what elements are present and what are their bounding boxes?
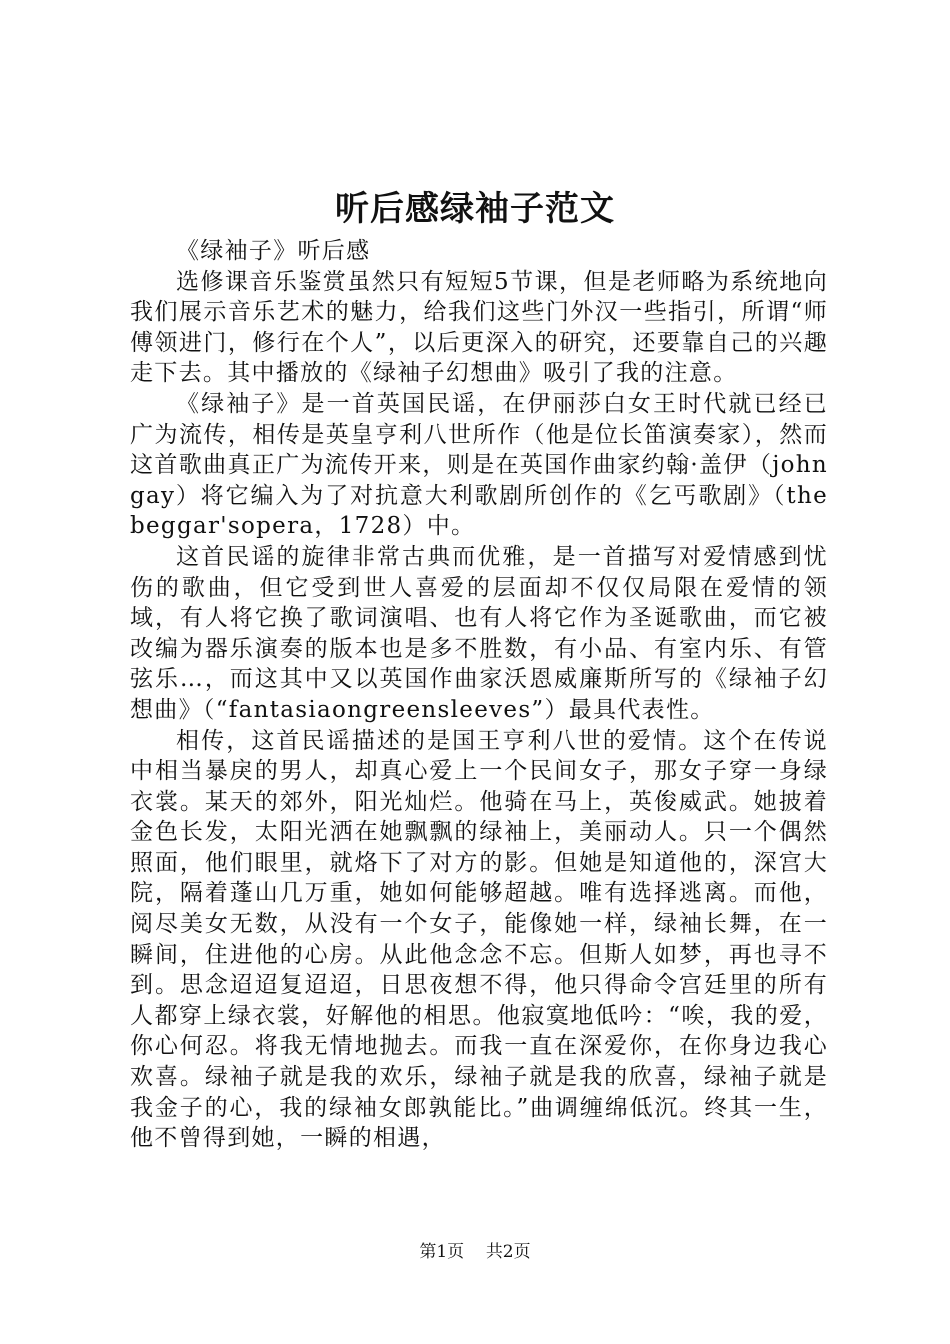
paragraph: 选修课音乐鉴赏虽然只有短短5节课，但是老师略为系统地向我们展示音乐艺术的魅力，给我们这些门外汉一些指引，所谓“师傅领进门，修行在个人”，以后更深入的研究，还要靠自己的兴趣走下去。其中播放的《绿袖子幻想曲》吸引了我的注意。 bbox=[130, 268, 828, 387]
document-body bbox=[130, 236, 828, 1154]
footer-spacer bbox=[470, 1242, 481, 1262]
paragraph-heading: 《绿袖子》听后感 bbox=[176, 238, 371, 264]
paragraph: 《绿袖子》是一首英国民谣，在伊丽莎白女王时代就已经已广为流传，相传是英皇亨利八世所作（他是位长笛演奏家），然而这首歌曲真正广为流传开来，则是在英国作曲家约翰·盖伊（johngay）将它编入为了对抗意大利歌剧所创作的《乞丐歌剧》（thebeggar'sopera，1728）中。 bbox=[130, 390, 828, 540]
document-title: 听后感绿袖子范文 bbox=[335, 189, 615, 229]
paragraph: 相传，这首民谣描述的是国王亨利八世的爱情。这个在传说中相当暴戾的男人，却真心爱上一个民间女子，那女子穿一身绿衣裳。某天的郊外，阳光灿烂。他骑在马上，英俊威武。她披着金色长发，太阳光洒在她飘飘的绿袖上，美丽动人。只一个偶然照面，他们眼里，就烙下了对方的影。但她是知道他的，深宫大院，隔着蓬山几万重，她如何能够超越。唯有选择逃离。而他，阅尽美女无数，从没有一个女子，能像她一样，绿袖长舞，在一瞬间，住进他的心房。从此他念念不忘。但斯人如梦，再也寻不到。思念迢迢复迢迢，日思夜想不得，他只得命令宫廷里的所有人都穿上绿衣裳，好解他的相思。他寂寞地低吟：“唉，我的爱，你心何忍。将我无情地抛去。而我一直在深爱你，在你身边我心欢喜。绿袖子就是我的欢乐，绿袖子就是我的欣喜，绿袖子就是我金子的心，我的绿袖女郎孰能比。”曲调缠绵低沉。终其一生，他不曾得到她，一瞬的相遇， bbox=[130, 727, 828, 1152]
paragraph: 这首民谣的旋律非常古典而优雅，是一首描写对爱情感到忧伤的歌曲，但它受到世人喜爱的层面却不仅仅局限在爱情的领域，有人将它换了歌词演唱、也有人将它作为圣诞歌曲，而它被改编为器乐演奏的版本也是多不胜数，有小品、有室内乐、有管弦乐…，而这其中又以英国作曲家沃恩威廉斯所写的《绿袖子幻想曲》（“fantasiaongreensleeves”）最具代表性。 bbox=[130, 543, 828, 723]
page-total: 共2页 bbox=[485, 1242, 531, 1262]
page-number: 第1页 bbox=[419, 1242, 465, 1262]
page-footer bbox=[0, 1240, 950, 1264]
